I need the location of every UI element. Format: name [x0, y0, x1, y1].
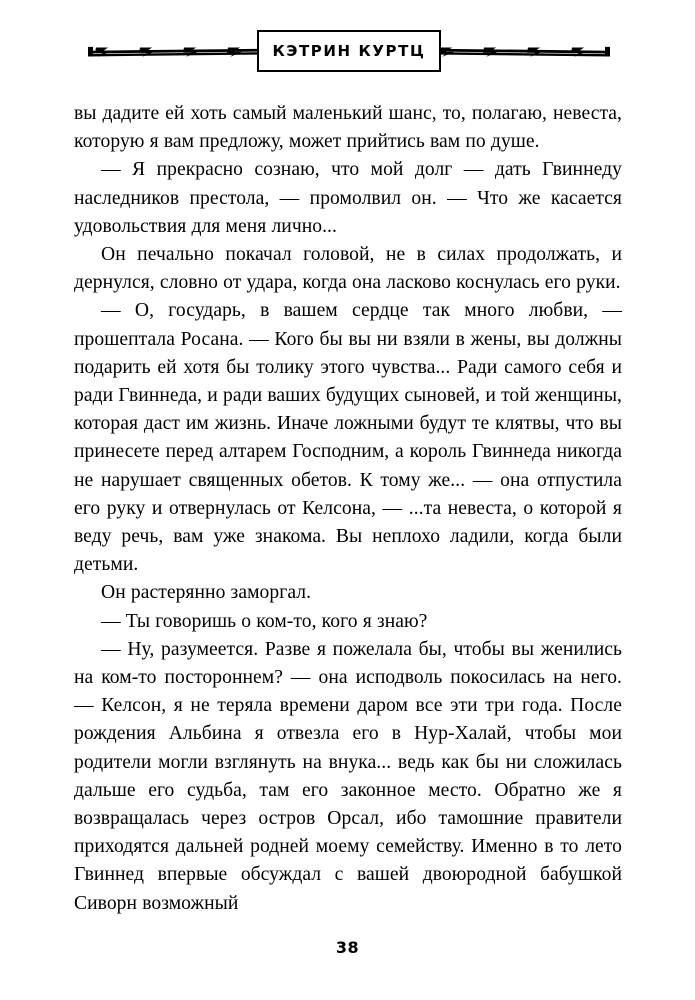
twisted-rope-ornament-right — [432, 44, 610, 61]
body-text — [74, 100, 622, 918]
paragraph: — Я прекрасно сознаю, что мой долг — дать Гвиннеду наследников престола, — промолвил он. — Что же касается удовольствия для меня лично... — [74, 159, 622, 237]
page-number: 38 — [335, 938, 360, 957]
twisted-rope-ornament-left — [88, 44, 266, 61]
running-head — [0, 28, 695, 76]
paragraph: — Ты говоришь о ком-то, кого я знаю? — [101, 610, 428, 632]
running-head-box — [257, 30, 441, 72]
paragraph: Он растерянно заморгал. — [101, 582, 312, 604]
paragraph: Он печально покачал головой, не в силах продолжать, и дернулся, словно от удара, когда она ласково коснулась его руки. — [74, 244, 622, 294]
paragraph: — Ну, разумеется. Разве я пожелала бы, чтобы вы женились на ком-то постороннем? — она исподволь покосилась на него. — Келсон, я не теряла времени даром все эти три года. После рождения Альбина я отвезла его в Нур-Халай, чтобы мои родители могли взглянуть на внука... ведь как бы ни сложилась дальше его судьба, там его законное место. Обратно же я возвращалась через остров Орсал, ибо тамошние правители приходятся дальней родней моему семейству. Именно в то лето Гвиннед впервые обсуждал с вашей двоюродной бабушкой Сиворн возможный — [74, 638, 622, 914]
book-author-name: КЭТРИН КУРТЦ — [272, 41, 426, 60]
paragraph: вы дадите ей хоть самый маленький шанс, то, полагаю, невеста, которую я вам предложу, может прийтись вам по душе. — [74, 103, 622, 153]
paragraph: — О, государь, в вашем сердце так много любви, — прошептала Росана. — Кого бы вы ни взяли в жены, вы должны подарить ей хотя бы толику этого чувства... Ради самого себя и ради Гвиннеда, и ради ваших будущих сыновей, и той женщины, которая даст им жизнь. Иначе ложными будут те клятвы, что вы принесете перед алтарем Господним, а король Гвиннеда никогда не нарушает священных обетов. К тому же... — она отпустила его руку и отвернулась от Келсона, — ...та невеста, о которой я веду речь, вам уже знакома. Вы неплохо ладили, когда были детьми. — [74, 300, 622, 576]
